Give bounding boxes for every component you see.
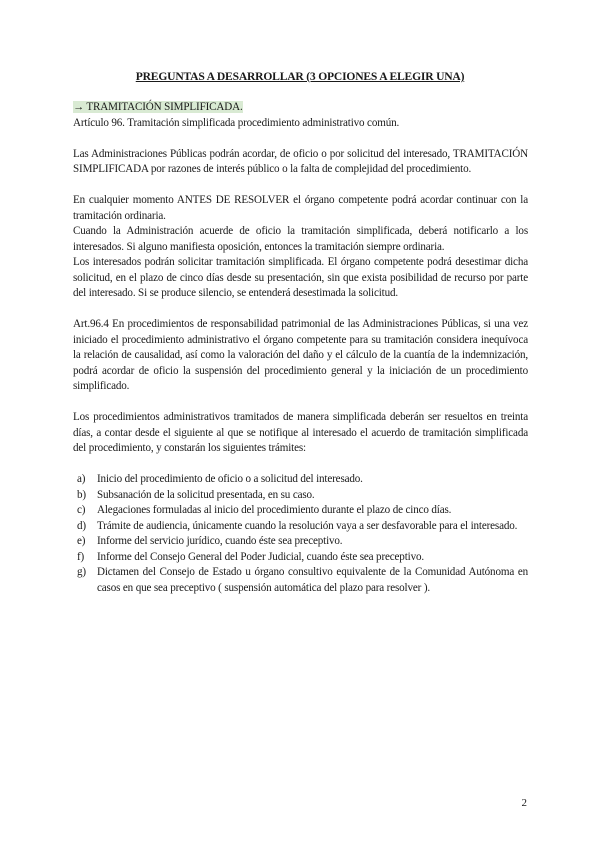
list-item-text: Dictamen del Consejo de Estado u órgano consultivo equivalente de la Comunidad Autónoma en casos en que sea preceptivo ( suspensión automática del plazo para resolver ).: [97, 566, 528, 594]
page-title: PREGUNTAS A DESARROLLAR (3 OPCIONES A ELEGIR UNA): [135, 70, 465, 83]
page-number: 2: [521, 797, 527, 809]
paragraph-2b: Cuando la Administración acuerde de oficio la tramitación simplificada, deberá notificarlo a los interesados. Si alguno manifiesta oposición, entonces la tramitación siempre ordinaria.: [73, 225, 528, 253]
list-marker: d): [77, 519, 86, 532]
steps-list: [73, 472, 528, 596]
list-item-text: Informe del servicio jurídico, cuando éste sea preceptivo.: [97, 535, 343, 547]
list-item-text: Alegaciones formuladas al inicio del procedimiento durante el plazo de cinco días.: [97, 504, 452, 516]
paragraph-1: Las Administraciones Públicas podrán acordar, de oficio o por solicitud del interesado, TRAMITACIÓN SIMPLIFICADA por razones de interés público o la falta de complejidad del procedimiento.: [73, 147, 528, 175]
list-item: [73, 488, 528, 504]
list-item: [73, 550, 528, 566]
list-marker: e): [77, 535, 86, 547]
paragraph-4: Los procedimientos administrativos tramitados de manera simplificada deberán ser resueltos en treinta días, a contar desde el siguiente al que se notifique al interesado el acuerdo de tramitación simplificada del procedimiento, y constarán los siguientes trámites:: [73, 411, 528, 454]
list-item-text: Subsanación de la solicitud presentada, en su caso.: [97, 488, 315, 501]
list-item: [73, 534, 528, 550]
paragraph-2a: En cualquier momento ANTES DE RESOLVER el órgano competente podrá acordar continuar con la tramitación ordinaria.: [73, 194, 528, 222]
list-marker: c): [77, 504, 86, 516]
list-marker: g): [77, 566, 86, 578]
list-item-text: Trámite de audiencia, únicamente cuando la resolución vaya a ser desfavorable para el interesado.: [97, 519, 518, 532]
section-heading: [73, 100, 528, 116]
list-item: [73, 565, 528, 596]
list-item: [73, 503, 528, 519]
section-heading-text: → TRAMITACIÓN SIMPLIFICADA.: [73, 101, 243, 113]
list-marker: a): [77, 473, 86, 485]
list-item-text: Inicio del procedimiento de oficio o a solicitud del interesado.: [97, 473, 363, 485]
list-marker: b): [77, 488, 86, 501]
paragraph-3: Art.96.4 En procedimientos de responsabilidad patrimonial de las Administraciones Públicas, si una vez iniciado el procedimiento administrativo el órgano competente para su tramitación considera inequívoca la relación de causalidad, así como la valoración del daño y el cálculo de la cuantía de la indemnización, podrá acordar de oficio la suspensión del procedimiento general y la iniciación de un procedimiento simplificado.: [73, 318, 528, 392]
paragraph-2c: Los interesados podrán solicitar tramitación simplificada. El órgano competente podrá desestimar dicha solicitud, en el plazo de cinco días desde su presentación, sin que exista posibilidad de recurso por parte del interesado. Si se produce silencio, se entenderá desestimada la solicitud.: [73, 256, 528, 299]
article-title: Artículo 96. Tramitación simplificada procedimiento administrativo común.: [73, 116, 400, 129]
list-item: [73, 472, 528, 488]
list-item-text: Informe del Consejo General del Poder Judicial, cuando éste sea preceptivo.: [97, 550, 424, 563]
list-marker: f): [77, 550, 85, 563]
document-body: [73, 100, 528, 596]
list-item: [73, 519, 528, 535]
